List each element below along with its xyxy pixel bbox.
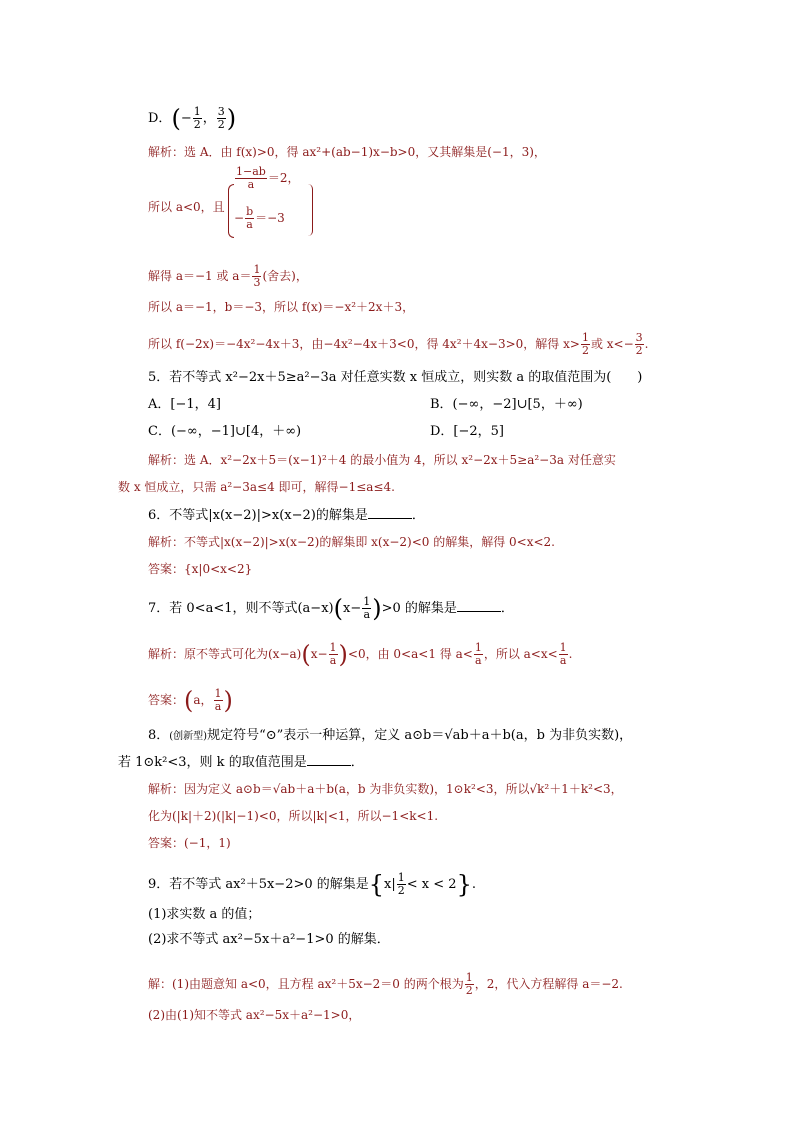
q7-stem [148, 596, 514, 621]
text: < x < 2 [406, 877, 457, 892]
numerator: 1−ab [236, 165, 266, 178]
text: ． [500, 601, 514, 616]
numerator: 1 [581, 331, 589, 344]
text: 7．若 0<a<1，则不等式(a−x) [148, 601, 334, 616]
q5-analysis-line-1: 解析：选 A．x²−2x＋5＝(x−1)²＋4 的最小值为 4，所以 x²−2x＋5≥a²−3a 对任意实 [148, 453, 616, 467]
equation-rhs: ＝2， [267, 171, 300, 185]
question-tag: (创新型) [169, 731, 208, 742]
denominator: 2 [635, 344, 643, 357]
text: ，2，代入方程解得 a＝−2. [474, 977, 623, 991]
numerator: 3 [217, 105, 225, 118]
q8-stem-line-1 [148, 727, 632, 746]
answer-blank [368, 506, 412, 519]
fraction [397, 872, 406, 897]
q7-answer [148, 688, 233, 713]
text: . [568, 647, 573, 661]
text: (舍去)， [262, 269, 308, 283]
fraction [635, 332, 644, 357]
q9-part-1: (1)求实数 a 的值； [148, 907, 261, 922]
separator: ， [202, 111, 216, 126]
fraction [214, 688, 223, 713]
text: ． [411, 508, 425, 523]
q6-analysis: 解析：不等式|x(x−2)|>x(x−2)的解集即 x(x−2)<0 的解集，解得 0<x<2. [148, 535, 555, 549]
right-brace: } [456, 870, 472, 899]
text: 或 x<− [590, 337, 634, 351]
option-d: D．(− $\frac{1}{2}$ ， $\frac{3}{2}$ ) [148, 104, 237, 133]
text: x− [342, 601, 362, 616]
minus-sign: − [234, 211, 245, 225]
numerator: 1 [465, 971, 473, 984]
fraction [559, 642, 568, 667]
numerator: 3 [635, 331, 643, 344]
answer-blank [307, 753, 351, 766]
denominator: 2 [581, 344, 589, 357]
denominator: a [214, 700, 222, 713]
text: 解析：原不等式可化为(x−a) [148, 647, 302, 661]
fraction [465, 972, 474, 997]
equation-rhs: ＝−3 [255, 211, 285, 225]
option-d-label: D． [148, 111, 172, 126]
q8-analysis-line-2: 化为(|k|＋2)(|k|−1)<0，所以|k|<1，所以−1<k<1. [148, 809, 439, 823]
q5-analysis-line-2: 数 x 恒成立，只需 a²−3a≤4 即可，解得−1≤a≤4. [118, 480, 395, 494]
text: 6．不等式|x(x−2)|>x(x−2)的解集是 [148, 508, 368, 523]
q4-analysis-line-5 [148, 332, 648, 357]
text: ． [350, 755, 364, 770]
text: a， [193, 693, 213, 707]
q9-solution-line-1 [148, 972, 623, 997]
denominator: a [363, 608, 370, 621]
answer-blank [457, 599, 501, 612]
left-paren: ( [171, 104, 181, 133]
equation-system [228, 166, 312, 244]
text: 解：(1)由题意知 a<0，且方程 ax²＋5x−2＝0 的两个根为 [148, 977, 464, 991]
q9-solution-line-2: (2)由(1)知不等式 ax²−5x＋a²−1>0， [148, 1008, 361, 1022]
left-paren: ( [333, 594, 343, 623]
denominator: 3 [253, 276, 261, 289]
text: x− [310, 647, 328, 661]
denominator: 2 [217, 118, 225, 131]
q4-analysis-line-4: 所以 a＝−1，b＝−3，所以 f(x)＝−x²＋2x＋3， [148, 300, 415, 314]
fraction [252, 264, 261, 289]
right-paren: ) [372, 594, 382, 623]
denominator: 2 [397, 884, 405, 897]
text: ，所以 a<x< [483, 647, 558, 661]
fraction [362, 596, 371, 621]
right-paren: ) [338, 640, 348, 669]
q8-answer: 答案：(−1，1) [148, 836, 231, 850]
denominator: a [559, 654, 567, 667]
q6-stem [148, 506, 425, 525]
q5-option-a: A．[−1，4] [148, 397, 221, 412]
text: 答案： [148, 693, 185, 707]
fraction [193, 106, 202, 131]
system-row-2 [234, 206, 285, 231]
text: >0 的解集是 [381, 601, 457, 616]
left-paren: ( [301, 640, 311, 669]
q5-option-c: C．(−∞，−1]∪[4，＋∞) [148, 424, 302, 439]
q4-analysis-line-1: 解析：选 A．由 f(x)>0，得 ax²+(ab−1)x−b>0，又其解集是(−1，3)， [148, 145, 546, 159]
text: x [384, 877, 392, 892]
left-paren: ( [184, 686, 194, 715]
q4-analysis-line-2: 所以 a<0，且 [148, 200, 225, 214]
q8-analysis-line-1: 解析：因为定义 a⊙b＝√ab＋a＋b(a，b 为非负实数)，1⊙k²<3，所以√k²＋1＋k²<3， [148, 782, 623, 796]
text: 所以 f(−2x)＝−4x²−4x＋3，由−4x²−4x＋3<0，得 4x²＋4x−3>0，解得 x> [148, 337, 580, 351]
q4-analysis-line-3 [148, 264, 308, 289]
text: . [471, 877, 476, 892]
q8-stem-line-2 [118, 753, 364, 772]
q5-option-b: B．(−∞，−2]∪[5，＋∞) [430, 397, 583, 412]
right-paren: ) [223, 686, 233, 715]
q5-option-d: D．[−2，5] [430, 424, 505, 439]
question-number: 8． [148, 728, 170, 743]
fraction [474, 642, 483, 667]
text: . [644, 337, 649, 351]
numerator: 1 [363, 595, 371, 608]
text: 规定符号“⊙”表示一种运算，定义 a⊙b＝√ab＋a＋b(a，b 为非负实数)， [207, 728, 633, 743]
q6-answer: 答案：{x|0<x<2} [148, 562, 253, 576]
numerator: 1 [559, 641, 567, 654]
q7-analysis [148, 642, 573, 667]
fraction [235, 166, 267, 191]
fraction [217, 106, 226, 131]
fraction [329, 642, 338, 667]
numerator: 1 [253, 263, 261, 276]
numerator: 1 [397, 871, 405, 884]
left-brace: { [368, 870, 385, 899]
numerator: 1 [214, 687, 222, 700]
fraction [581, 332, 590, 357]
denominator: a [247, 178, 255, 191]
numerator: 1 [329, 641, 337, 654]
denominator: a [246, 218, 253, 231]
right-paren: ) [226, 104, 237, 133]
q9-stem: 9．若不等式 ax²＋5x−2>0 的解集是{x| $\frac{1}{2}$ < x < 2}. [148, 870, 476, 899]
right-brace [308, 184, 313, 236]
denominator: a [329, 654, 337, 667]
text: 解得 a＝−1 或 a＝ [148, 269, 252, 283]
fraction [245, 206, 254, 231]
numerator: 1 [474, 641, 482, 654]
text: 9．若不等式 ax²＋5x−2>0 的解集是 [148, 877, 369, 892]
q9-part-2: (2)求不等式 ax²−5x＋a²−1>0 的解集． [148, 932, 390, 947]
text: <0，由 0<a<1 得 a< [347, 647, 473, 661]
text: 若 1⊙k²<3，则 k 的取值范围是 [118, 755, 307, 770]
numerator: b [246, 205, 254, 218]
denominator: 2 [193, 118, 201, 131]
denominator: 2 [465, 984, 473, 997]
system-row-1 [234, 166, 299, 191]
q5-stem: 5．若不等式 x²−2x＋5≥a²−3a 对任意实数 x 恒成立，则实数 a 的取值范围为( ) [148, 370, 643, 385]
denominator: a [475, 654, 482, 667]
numerator: 1 [193, 105, 201, 118]
